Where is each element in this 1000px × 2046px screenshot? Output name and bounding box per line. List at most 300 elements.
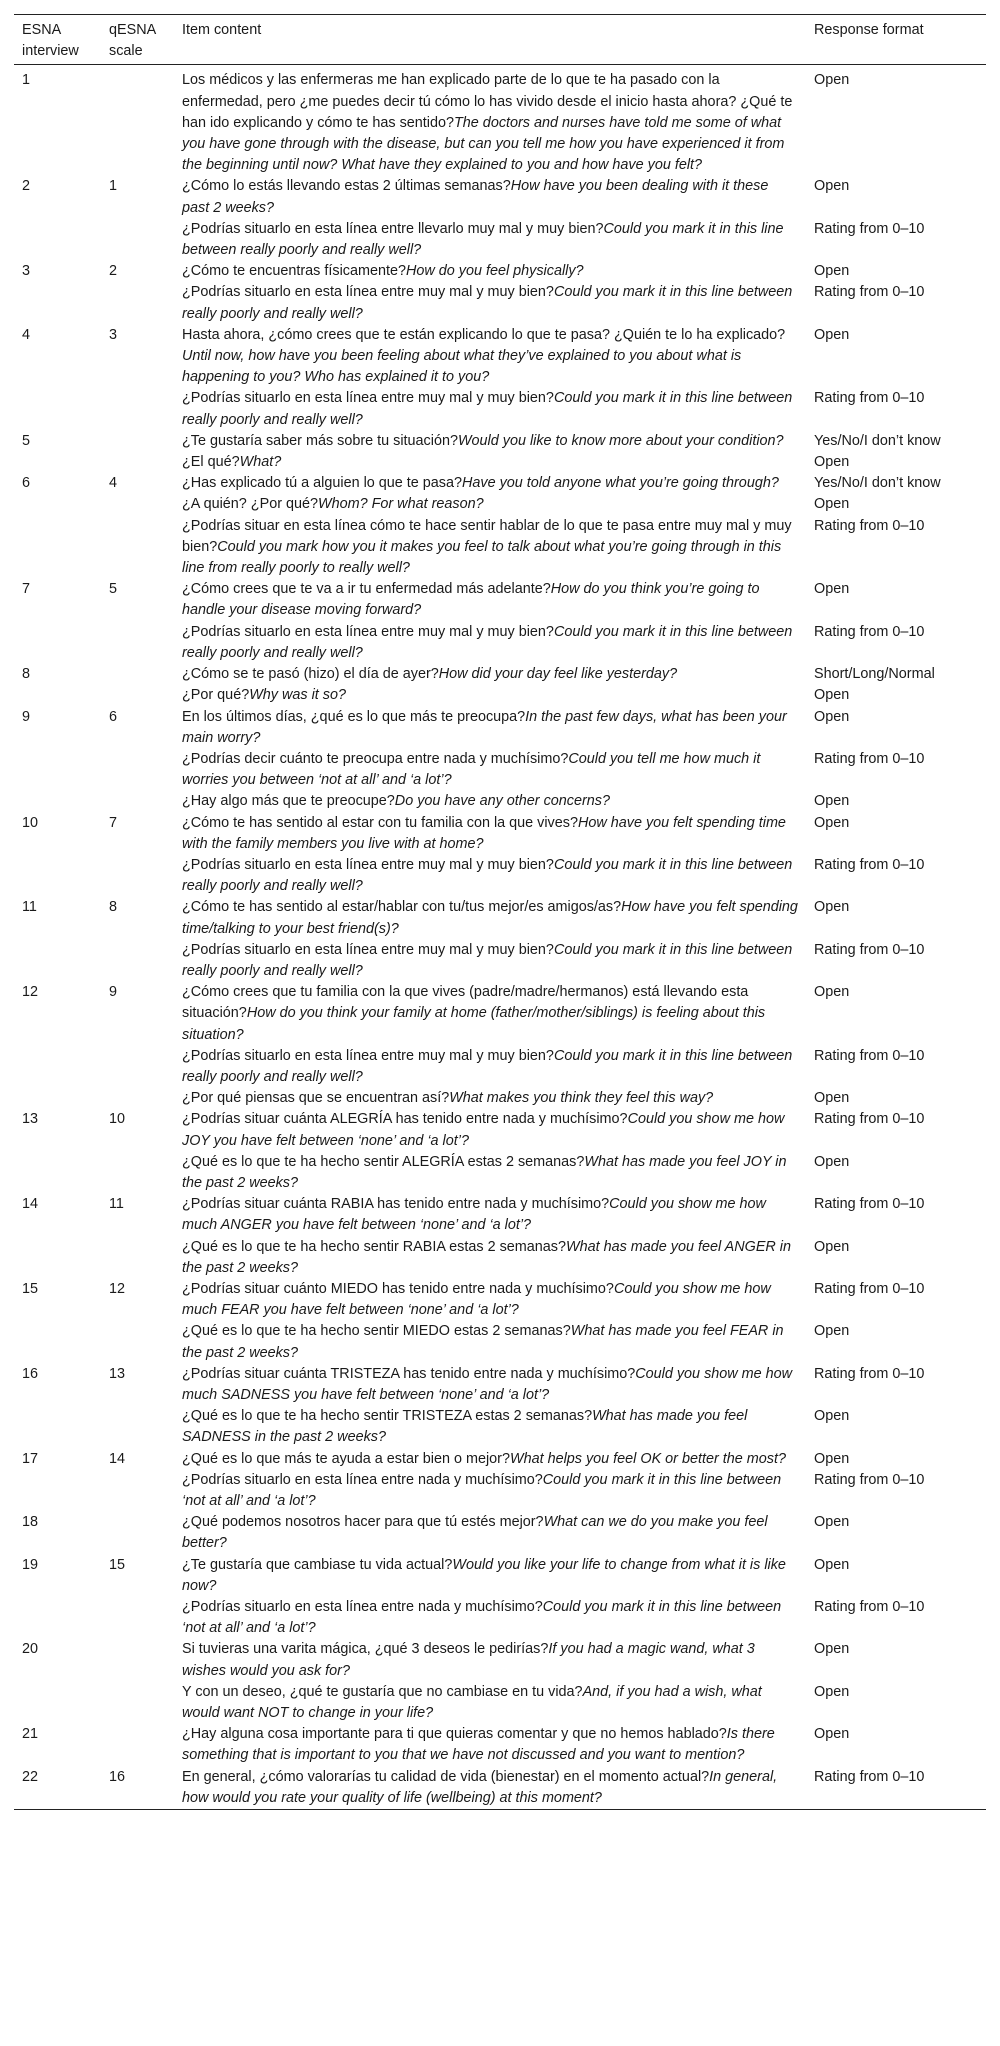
- qesna-scale-number: [101, 1321, 174, 1363]
- item-content: [174, 791, 806, 812]
- item-spanish-text: ¿Podrías situarlo en esta línea entre nada y muchísimo?: [182, 1599, 543, 1616]
- item-spanish-text: ¿Hay alguna cosa importante para ti que quieras comentar y que no hemos hablado?: [182, 1726, 727, 1743]
- esna-interview-number: 9: [22, 708, 31, 725]
- table-row: [14, 749, 986, 791]
- header-qesna-scale: qESNA scale: [109, 22, 157, 60]
- qesna-scale-number: [101, 1088, 174, 1109]
- table-row: [14, 1194, 986, 1236]
- esna-interview-number: [14, 685, 101, 706]
- header-row: [14, 15, 986, 65]
- item-english-text: If you had a magic wand, what 3 wishes would you ask for?: [182, 1641, 755, 1679]
- qesna-scale-number: 10: [109, 1111, 126, 1128]
- item-english-text: Do you have any other concerns?: [394, 793, 610, 810]
- item-spanish-text: ¿Cómo te has sentido al estar/hablar con tu/tus mejor/es amigos/as?: [182, 899, 622, 916]
- item-content: [174, 388, 806, 430]
- item-spanish-text: ¿Cómo se te pasó (hizo) el día de ayer?: [182, 666, 439, 683]
- item-content: [174, 855, 806, 897]
- esna-interview-number: [14, 219, 101, 261]
- qesna-scale-number: [101, 388, 174, 430]
- item-english-text: Could you mark it in this line between really poorly and really well?: [182, 284, 793, 322]
- qesna-scale-number: 16: [109, 1768, 126, 1785]
- qesna-scale-number: 9: [109, 984, 118, 1001]
- item-english-text: How have you felt spending time with the family members you live with at home?: [182, 814, 786, 852]
- table-row: [14, 1321, 986, 1363]
- item-english-text: Could you show me how much FEAR you have felt between ‘none’ and ‘a lot’?: [182, 1280, 771, 1319]
- table-row: [14, 1682, 986, 1724]
- qesna-scale-number: [101, 749, 174, 791]
- item-content: [174, 813, 806, 855]
- item-spanish-text: ¿Te gustaría que cambiase tu vida actual?: [182, 1556, 453, 1573]
- item-spanish-text: ¿Podrías situar cuánta RABIA has tenido entre nada y muchísimo?: [182, 1196, 610, 1213]
- qesna-scale-number: [101, 1639, 174, 1681]
- item-english-text: What has made you feel ANGER in the past 2 weeks?: [182, 1238, 792, 1276]
- response-format: Rating from 0–10: [814, 1111, 925, 1128]
- table-row: [14, 1724, 986, 1766]
- table-row: [14, 1406, 986, 1448]
- item-english-text: How did your day feel like yesterday?: [438, 666, 678, 683]
- table-row: [14, 579, 986, 621]
- item-english-text: Whom? For what reason?: [318, 496, 484, 513]
- esna-interview-number: [14, 622, 101, 664]
- qesna-scale-number: 7: [109, 814, 118, 831]
- response-format: Rating from 0–10: [814, 1047, 925, 1064]
- table-row: [14, 1639, 986, 1681]
- esna-interview-number: 2: [22, 178, 31, 195]
- item-english-text: The doctors and nurses have told me some of what you have gone through with the disease, but can you tell me how you have experienced it from the beginning until now? What have they explained to you and how have you felt?: [182, 114, 785, 174]
- item-english-text: Could you mark how you it makes you feel to talk about what you’re going through in this line from really poorly to really well?: [182, 538, 782, 577]
- item-content: [174, 452, 806, 473]
- table-row: [14, 1088, 986, 1109]
- response-format: Open: [814, 793, 850, 810]
- response-format: Open: [814, 326, 850, 343]
- response-format: Rating from 0–10: [814, 750, 925, 767]
- item-english-text: Could you mark it in this line between really poorly and really well?: [182, 390, 793, 428]
- response-format: Rating from 0–10: [814, 1365, 925, 1382]
- qesna-scale-number: 5: [109, 581, 118, 598]
- esna-interview-number: 5: [22, 432, 31, 449]
- response-format: Yes/No/I don’t know: [814, 475, 941, 492]
- item-spanish-text: ¿Qué podemos nosotros hacer para que tú estés mejor?: [182, 1514, 544, 1531]
- item-spanish-text: ¿Hay algo más que te preocupe?: [182, 793, 395, 810]
- item-spanish-text: ¿Cómo te encuentras físicamente?: [182, 263, 406, 280]
- item-spanish-text: ¿Podrías situarlo en esta línea entre nada y muchísimo?: [182, 1471, 543, 1488]
- qesna-scale-number: [101, 622, 174, 664]
- esna-interview-number: [14, 855, 101, 897]
- item-english-text: How do you think you’re going to handle your disease moving forward?: [182, 581, 760, 619]
- item-content: [174, 579, 806, 621]
- item-english-text: Could you mark it in this line between really poorly and really well?: [182, 856, 793, 895]
- item-spanish-text: ¿A quién? ¿Por qué?: [182, 496, 319, 513]
- item-content: [174, 473, 806, 494]
- item-english-text: What has made you feel SADNESS in the past 2 weeks?: [182, 1408, 748, 1446]
- item-content: [174, 664, 806, 685]
- response-format: Open: [814, 1556, 850, 1573]
- item-spanish-text: Si tuvieras una varita mágica, ¿qué 3 deseos le pedirías?: [182, 1641, 549, 1658]
- qesna-scale-number: [101, 940, 174, 982]
- item-english-text: What has made you feel FEAR in the past 2 weeks?: [182, 1323, 784, 1361]
- table-row: [14, 452, 986, 473]
- esna-interview-number: 12: [22, 984, 39, 1001]
- item-content: [174, 1555, 806, 1597]
- qesna-scale-number: [101, 494, 174, 515]
- item-content: [174, 1088, 806, 1109]
- item-spanish-text: ¿Podrías situarlo en esta línea entre muy mal y muy bien?: [182, 1047, 554, 1064]
- table-body: [14, 65, 986, 1810]
- esna-interview-number: 13: [22, 1111, 39, 1128]
- response-format: Open: [814, 1726, 850, 1743]
- item-english-text: In general, how would you rate your quality of life (wellbeing) at this moment?: [182, 1768, 778, 1806]
- item-spanish-text: ¿Qué es lo que te ha hecho sentir ALEGRÍA estas 2 semanas?: [182, 1153, 585, 1170]
- item-content: [174, 65, 806, 177]
- item-english-text: Would you like your life to change from what it is like now?: [182, 1556, 786, 1594]
- item-content: [174, 1597, 806, 1639]
- table-row: [14, 707, 986, 749]
- item-content: [174, 176, 806, 218]
- response-format: Open: [814, 72, 850, 89]
- item-content: [174, 707, 806, 749]
- item-spanish-text: ¿Podrías situar cuánta TRISTEZA has tenido entre nada y muchísimo?: [182, 1365, 636, 1382]
- response-format: Open: [814, 1450, 850, 1467]
- table-row: [14, 1046, 986, 1088]
- esna-interview-number: 14: [22, 1196, 39, 1213]
- esna-interview-number: 3: [22, 263, 31, 280]
- response-format: Open: [814, 178, 850, 195]
- response-format: Open: [814, 708, 850, 725]
- item-content: [174, 1406, 806, 1448]
- item-spanish-text: ¿Podrías situarlo en esta línea entre muy mal y muy bien?: [182, 856, 554, 873]
- table-row: [14, 1109, 986, 1151]
- item-spanish-text: ¿Podrías situarlo en esta línea entre muy mal y muy bien?: [182, 941, 554, 958]
- qesna-scale-number: [101, 791, 174, 812]
- item-english-text: Would you like to know more about your condition?: [457, 432, 784, 449]
- response-format: Rating from 0–10: [814, 1599, 925, 1616]
- item-english-text: How do you feel physically?: [405, 263, 584, 280]
- item-english-text: In the past few days, what has been your main worry?: [182, 708, 787, 746]
- response-format: Rating from 0–10: [814, 1471, 925, 1488]
- response-format: Rating from 0–10: [814, 284, 925, 301]
- esna-interview-number: 22: [22, 1768, 39, 1785]
- item-content: [174, 1364, 806, 1406]
- item-content: [174, 1512, 806, 1554]
- item-english-text: Could you show me how much ANGER you have felt between ‘none’ and ‘a lot’?: [182, 1196, 766, 1234]
- item-english-text: Could you show me how much SADNESS you have felt between ‘none’ and ‘a lot’?: [182, 1365, 793, 1403]
- item-content: [174, 622, 806, 664]
- item-english-text: What has made you feel JOY in the past 2 weeks?: [182, 1153, 787, 1191]
- item-spanish-text: ¿Podrías situarlo en esta línea entre llevarlo muy mal y muy bien?: [182, 220, 604, 237]
- item-english-text: Could you mark it in this line between ‘not at all’ and ‘a lot’?: [182, 1599, 782, 1637]
- item-english-text: Could you mark it in this line between ‘not at all’ and ‘a lot’?: [182, 1471, 782, 1510]
- item-content: [174, 1237, 806, 1279]
- item-content: [174, 1109, 806, 1151]
- response-format: Rating from 0–10: [814, 856, 925, 873]
- table-row: [14, 473, 986, 494]
- qesna-scale-number: 3: [109, 326, 118, 343]
- item-spanish-text: Hasta ahora, ¿cómo crees que te están explicando lo que te pasa? ¿Quién te lo ha explicado?: [182, 326, 786, 343]
- item-content: [174, 1682, 806, 1724]
- table-row: [14, 1152, 986, 1194]
- qesna-scale-number: 2: [109, 263, 118, 280]
- table-row: [14, 65, 986, 177]
- table-row: [14, 1470, 986, 1512]
- esna-interview-number: [14, 516, 101, 580]
- qesna-scale-number: [101, 855, 174, 897]
- item-spanish-text: Y con un deseo, ¿qué te gustaría que no cambiase en tu vida?: [182, 1683, 583, 1700]
- header-response-format: Response format: [814, 22, 924, 38]
- qesna-scale-number: 13: [109, 1365, 126, 1382]
- item-spanish-text: ¿Podrías situar cuánta ALEGRÍA has tenido entre nada y muchísimo?: [182, 1111, 628, 1128]
- qesna-scale-number: [101, 219, 174, 261]
- esna-items-table: [14, 14, 986, 1810]
- esna-interview-number: [14, 1470, 101, 1512]
- response-format: Rating from 0–10: [814, 1280, 925, 1297]
- qesna-scale-number: [101, 1237, 174, 1279]
- qesna-scale-number: 12: [109, 1280, 126, 1297]
- item-spanish-text: ¿Podrías situarlo en esta línea entre muy mal y muy bien?: [182, 623, 554, 640]
- item-english-text: Until now, how have you been feeling about what they’ve explained to you about what is happening to you? Who has explained it to you?: [182, 348, 742, 386]
- esna-interview-number: 11: [22, 899, 37, 916]
- qesna-scale-number: [101, 65, 174, 177]
- esna-interview-number: [14, 1597, 101, 1639]
- table-row: [14, 1237, 986, 1279]
- item-spanish-text: ¿Por qué?: [182, 687, 250, 704]
- item-spanish-text: En los últimos días, ¿qué es lo que más te preocupa?: [182, 708, 526, 725]
- esna-interview-number: [14, 1321, 101, 1363]
- item-content: [174, 1152, 806, 1194]
- table-row: [14, 516, 986, 580]
- item-english-text: How do you think your family at home (father/mother/siblings) is feeling about this situation?: [182, 1005, 766, 1043]
- table-row: [14, 282, 986, 324]
- esna-interview-number: 19: [22, 1556, 39, 1573]
- table-row: [14, 1555, 986, 1597]
- item-content: [174, 282, 806, 324]
- item-spanish-text: ¿Podrías situar en esta línea cómo te hace sentir hablar de lo que te pasa entre muy mal y muy bien?: [182, 517, 792, 555]
- response-format: Open: [814, 1683, 850, 1700]
- table-row: [14, 940, 986, 982]
- esna-interview-number: [14, 1088, 101, 1109]
- esna-interview-number: 20: [22, 1641, 39, 1658]
- item-spanish-text: En general, ¿cómo valorarías tu calidad de vida (bienestar) en el momento actual?: [182, 1768, 710, 1785]
- response-format: Open: [814, 454, 850, 471]
- esna-interview-number: 18: [22, 1514, 39, 1531]
- esna-interview-number: 16: [22, 1365, 39, 1382]
- item-content: [174, 1724, 806, 1766]
- item-content: [174, 261, 806, 282]
- table-header: [14, 15, 986, 65]
- item-english-text: Is there something that is important to you that we have not discussed and you want to mention?: [182, 1726, 775, 1764]
- table-row: [14, 261, 986, 282]
- response-format: Open: [814, 1090, 850, 1107]
- item-english-text: What makes you think they feel this way?: [449, 1090, 714, 1107]
- response-format: Yes/No/I don’t know: [814, 432, 941, 449]
- header-esna-interview: ESNA interview: [22, 22, 79, 60]
- table-row: [14, 791, 986, 812]
- response-format: Open: [814, 581, 850, 598]
- table-row: [14, 1512, 986, 1554]
- table-row: [14, 982, 986, 1046]
- response-format: Open: [814, 1323, 850, 1340]
- response-format: Rating from 0–10: [814, 941, 925, 958]
- item-spanish-text: ¿Cómo crees que te va a ir tu enfermedad más adelante?: [182, 581, 551, 598]
- qesna-scale-number: 11: [109, 1196, 124, 1213]
- response-format: Open: [814, 984, 850, 1001]
- esna-interview-number: [14, 1682, 101, 1724]
- item-english-text: Could you mark it in this line between really poorly and really well?: [182, 623, 793, 661]
- esna-interview-number: [14, 452, 101, 473]
- esna-interview-number: [14, 282, 101, 324]
- qesna-scale-number: [101, 431, 174, 452]
- table-row: [14, 1597, 986, 1639]
- item-spanish-text: ¿Podrías situar cuánto MIEDO has tenido entre nada y muchísimo?: [182, 1280, 614, 1297]
- esna-interview-number: 1: [22, 72, 31, 89]
- response-format: Open: [814, 687, 850, 704]
- item-spanish-text: ¿Podrías situarlo en esta línea entre muy mal y muy bien?: [182, 284, 554, 301]
- item-spanish-text: ¿Podrías situarlo en esta línea entre muy mal y muy bien?: [182, 390, 554, 407]
- qesna-scale-number: 6: [109, 708, 118, 725]
- esna-interview-number: 8: [22, 666, 31, 683]
- item-english-text: Why was it so?: [249, 687, 346, 704]
- item-content: [174, 685, 806, 706]
- esna-interview-number: [14, 1406, 101, 1448]
- qesna-scale-number: 4: [109, 475, 118, 492]
- esna-interview-number: 7: [22, 581, 31, 598]
- qesna-scale-number: [101, 1597, 174, 1639]
- item-content: [174, 1470, 806, 1512]
- response-format: Open: [814, 899, 850, 916]
- item-content: [174, 325, 806, 389]
- item-spanish-text: ¿Te gustaría saber más sobre tu situación?: [182, 432, 458, 449]
- esna-interview-number: [14, 749, 101, 791]
- item-english-text: And, if you had a wish, what would want NOT to change in your life?: [182, 1683, 762, 1722]
- esna-interview-number: 15: [22, 1280, 39, 1297]
- esna-interview-number: [14, 1046, 101, 1088]
- table-row: [14, 388, 986, 430]
- qesna-scale-number: [101, 1470, 174, 1512]
- item-content: [174, 897, 806, 939]
- esna-interview-number: 17: [22, 1450, 39, 1467]
- item-spanish-text: ¿Qué es lo que te ha hecho sentir RABIA estas 2 semanas?: [182, 1238, 566, 1255]
- item-english-text: Could you tell me how much it worries you between ‘not at all’ and ‘a lot’?: [182, 750, 761, 789]
- header-item-content: Item content: [182, 22, 262, 38]
- esna-interview-number: [14, 1152, 101, 1194]
- esna-interview-number: 6: [22, 475, 31, 492]
- esna-interview-number: 10: [22, 814, 39, 831]
- item-spanish-text: ¿El qué?: [182, 454, 240, 471]
- item-english-text: Could you show me how JOY you have felt between ‘none’ and ‘a lot’?: [182, 1111, 785, 1149]
- item-spanish-text: ¿Qué es lo que te ha hecho sentir MIEDO estas 2 semanas?: [182, 1323, 571, 1340]
- item-content: [174, 1321, 806, 1363]
- qesna-scale-number: [101, 1406, 174, 1448]
- item-content: [174, 516, 806, 580]
- item-content: [174, 1279, 806, 1321]
- item-content: [174, 494, 806, 515]
- esna-interview-number: [14, 1237, 101, 1279]
- item-english-text: What helps you feel OK or better the most?: [509, 1450, 786, 1467]
- item-content: [174, 940, 806, 982]
- item-english-text: What?: [239, 454, 282, 471]
- item-content: [174, 219, 806, 261]
- item-spanish-text: ¿Qué es lo que te ha hecho sentir TRISTEZA estas 2 semanas?: [182, 1408, 593, 1425]
- item-english-text: Have you told anyone what you’re going through?: [462, 475, 779, 492]
- qesna-scale-number: [101, 516, 174, 580]
- qesna-scale-number: [101, 1682, 174, 1724]
- response-format: Open: [814, 1153, 850, 1170]
- response-format: Open: [814, 1238, 850, 1255]
- qesna-scale-number: 14: [109, 1450, 126, 1467]
- item-content: [174, 1639, 806, 1681]
- item-english-text: How have you been dealing with it these past 2 weeks?: [182, 178, 769, 216]
- item-english-text: Could you mark it in this line between really poorly and really well?: [182, 941, 793, 979]
- response-format: Short/Long/Normal: [814, 666, 935, 683]
- item-content: [174, 1767, 806, 1810]
- qesna-scale-number: [101, 452, 174, 473]
- table-row: [14, 494, 986, 515]
- esna-interview-number: 21: [22, 1726, 39, 1743]
- qesna-scale-number: [101, 1724, 174, 1766]
- item-content: [174, 749, 806, 791]
- qesna-scale-number: 15: [109, 1556, 126, 1573]
- qesna-scale-number: 1: [109, 178, 118, 195]
- response-format: Rating from 0–10: [814, 623, 925, 640]
- qesna-scale-number: 8: [109, 899, 118, 916]
- item-content: [174, 1449, 806, 1470]
- response-format: Rating from 0–10: [814, 1196, 925, 1213]
- item-spanish-text: ¿Cómo crees que tu familia con la que vives (padre/madre/hermanos) está llevando esta situación?: [182, 984, 749, 1022]
- qesna-scale-number: [101, 685, 174, 706]
- item-spanish-text: ¿Cómo te has sentido al estar con tu familia con la que vives?: [182, 814, 578, 831]
- table-row: [14, 897, 986, 939]
- response-format: Open: [814, 1514, 850, 1531]
- response-format: Rating from 0–10: [814, 390, 925, 407]
- item-spanish-text: Los médicos y las enfermeras me han explicado parte de lo que te ha pasado con la enfermedad, pero ¿me puedes decir tú cómo lo has vivido desde el inicio hasta ahora? ¿Qué te han ido explicando y cómo te has sentido?: [182, 72, 793, 131]
- response-format: Open: [814, 1408, 850, 1425]
- qesna-scale-number: [101, 1512, 174, 1554]
- response-format: Open: [814, 814, 850, 831]
- item-spanish-text: ¿Podrías decir cuánto te preocupa entre nada y muchísimo?: [182, 750, 569, 767]
- response-format: Open: [814, 1641, 850, 1658]
- esna-interview-number: [14, 940, 101, 982]
- table-row: [14, 1279, 986, 1321]
- response-format: Open: [814, 496, 850, 513]
- esna-interview-number: [14, 791, 101, 812]
- qesna-scale-number: [101, 664, 174, 685]
- esna-interview-number: 4: [22, 326, 31, 343]
- esna-interview-number: [14, 494, 101, 515]
- item-content: [174, 1046, 806, 1088]
- response-format: Rating from 0–10: [814, 517, 925, 534]
- table-row: [14, 855, 986, 897]
- esna-interview-number: [14, 388, 101, 430]
- table-row: [14, 431, 986, 452]
- table-row: [14, 813, 986, 855]
- table-row: [14, 1364, 986, 1406]
- table-row: [14, 325, 986, 389]
- table-row: [14, 219, 986, 261]
- item-spanish-text: ¿Por qué piensas que se encuentran así?: [182, 1090, 450, 1107]
- item-content: [174, 431, 806, 452]
- table-row: [14, 664, 986, 685]
- qesna-scale-number: [101, 1046, 174, 1088]
- table-row: [14, 1767, 986, 1810]
- response-format: Open: [814, 263, 850, 280]
- table-row: [14, 1449, 986, 1470]
- table-row: [14, 622, 986, 664]
- response-format: Rating from 0–10: [814, 220, 925, 237]
- item-content: [174, 982, 806, 1046]
- item-english-text: What can we do you make you feel better?: [182, 1514, 768, 1552]
- table-row: [14, 176, 986, 218]
- item-spanish-text: ¿Qué es lo que más te ayuda a estar bien o mejor?: [182, 1450, 510, 1467]
- table-row: [14, 685, 986, 706]
